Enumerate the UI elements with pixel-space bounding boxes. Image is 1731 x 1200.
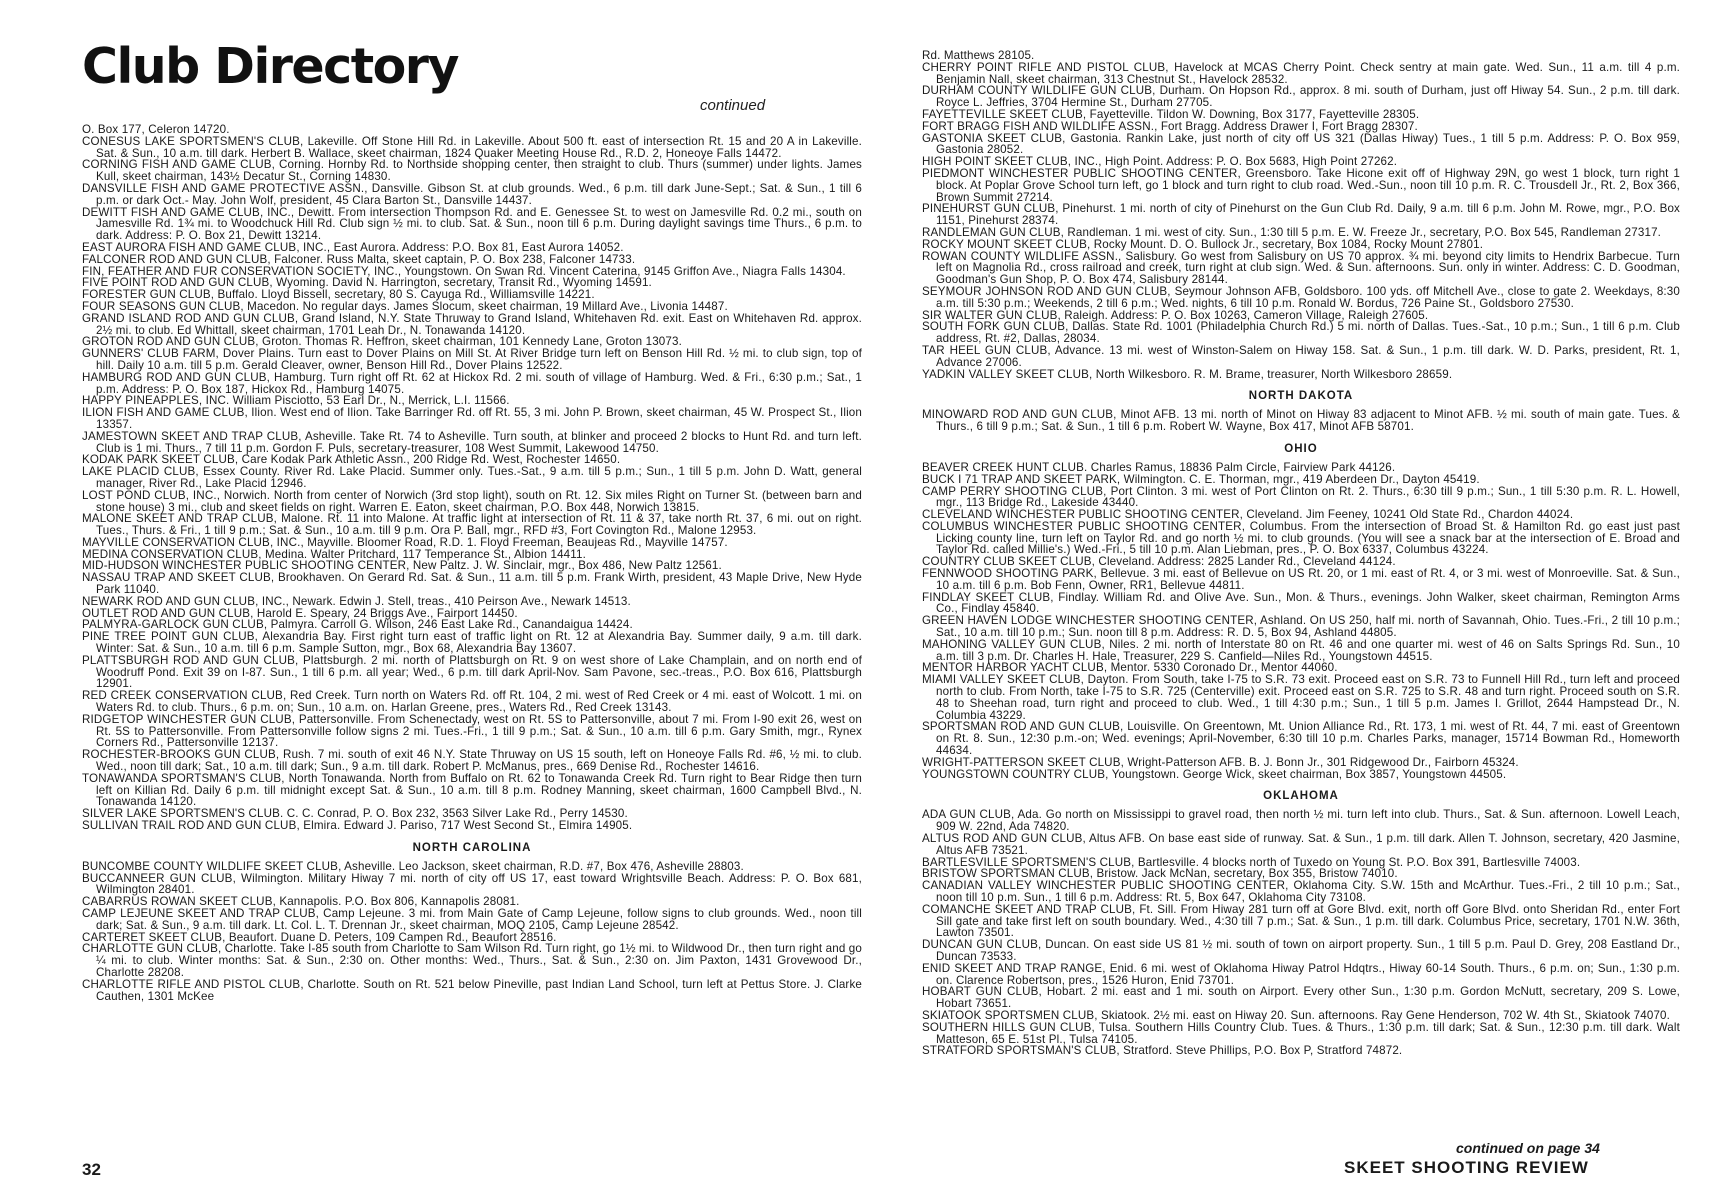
club-entry: TAR HEEL GUN CLUB, Advance. 13 mi. west of Winston-Salem on Hiway 158. Sat. & Sun., 1 p.m. till dark. W. D. Parks, president, Rt. 1, Advance 27006. [922, 343, 1680, 369]
club-entry: DUNCAN GUN CLUB, Duncan. On east side US 81 ½ mi. south of town on airport property. Sun., 1 till 5 p.m. Paul D. Grey, 208 Eastland Dr., Duncan 73533. [922, 938, 1680, 963]
club-entry: SIR WALTER GUN CLUB, Raleigh. Address: P. O. Box 10263, Cameron Village, Raleigh 27605. [922, 308, 1429, 322]
club-entry: EAST AURORA FISH AND GAME CLUB, INC., East Aurora. Address: P.O. Box 81, East Aurora 14052. [82, 240, 624, 254]
club-entry: BEAVER CREEK HUNT CLUB. Charles Ramus, 18836 Palm Circle, Fairview Park 44126. [922, 460, 1396, 474]
club-entry: GREEN HAVEN LODGE WINCHESTER SHOOTING CENTER, Ashland. On US 250, half mi. north of Savannah, Ohio. Tues.-Fri., 2 till 10 p.m.; Sat., 10 a.m. till 10 p.m.; Sun. noon till 8 p.m. Address: R. D. 5, Box 94, Ashland 44805. [922, 614, 1680, 640]
club-entry: SOUTH FORK GUN CLUB, Dallas. State Rd. 1001 (Philadelphia Church Rd.) 5 mi. north of Dallas. Tues.-Sat., 10 p.m.; Sun., 1 till 6 p.m. Club address, Rt. #2, Dallas, 28034. [922, 320, 1680, 346]
club-entry: FENNWOOD SHOOTING PARK, Bellevue. 3 mi. east of Bellevue on US Rt. 20, or 1 mi. east of Rt. 4, or 3 mi. west of Monroeville. Sat. & Sun., 10 a.m. till 6 p.m. Bob Fenn, Owner, RR1, Bellevue 44811. [922, 567, 1680, 592]
club-entry: NASSAU TRAP AND SKEET CLUB, Brookhaven. On Gerard Rd. Sat. & Sun., 11 a.m. till 5 p.m. Frank Wirth, president, 43 Maple Drive, New Hyde Park 11040. [82, 571, 862, 597]
club-entry: SULLIVAN TRAIL ROD AND GUN CLUB, Elmira. Edward J. Pariso, 717 West Second St., Elmira 14905. [82, 819, 633, 833]
club-entry: LAKE PLACID CLUB, Essex County. River Rd. Lake Placid. Summer only. Tues.-Sat., 9 a.m. till 5 p.m.; Sun., 1 till 5 p.m. John D. Watt, general manager, River Rd., Lake Placid 12946. [82, 465, 862, 490]
club-entry: CAMP LEJEUNE SKEET AND TRAP CLUB, Camp Lejeune. 3 mi. from Main Gate of Camp Lejeune, follow signs to club grounds. Wed., noon till dark; Sat. & Sun., 9 a.m. till dark. Lt. Col. L. T. Drennan Jr., skeet chairman, MOQ 2105, Camp Lejeune 28542. [82, 907, 862, 932]
page-number: 32 [82, 1160, 101, 1179]
club-entry: HOBART GUN CLUB, Hobart. 2 mi. east and 1 mi. south on Airport. Every other Sun., 1:30 p.m. Gordon McNutt, secretary, 209 S. Lowe, Hobart 73651. [922, 985, 1680, 1011]
club-entry: CHERRY POINT RIFLE AND PISTOL CLUB, Havelock at MCAS Cherry Point. Check sentry at main gate. Wed. Sun., 11 a.m. till 4 p.m. Benjamin Nall, skeet chairman, 313 Chestnut St., Havelock 28532. [922, 60, 1680, 86]
club-entry: SPORTSMAN ROD AND GUN CLUB, Louisville. On Greentown, Mt. Union Alliance Rd., Rt. 173, 1 mi. west of Rt. 44, 7 mi. east of Greentown on Rt. 8. Sun., 12:30 p.m.-on; Wed. evenings; April-November, 6:30 till 10 p.m. Charles Parks, manager, 15714 Bowman Rd., Homeworth 44634. [922, 720, 1680, 758]
club-entry: ROCHESTER-BROOKS GUN CLUB, Rush. 7 mi. south of exit 46 N.Y. State Thruway on US 15 south, left on Honeoye Falls Rd. #6, ½ mi. to club. Wed., noon till dark; Sat., 10 a.m. till dark; Sun., 9 a.m. till dark. Robert P. McManus, pres., 669 Denise Rd., Rochester 14616. [82, 748, 862, 774]
club-entry: YOUNGSTOWN COUNTRY CLUB, Youngstown. George Wick, skeet chairman, Box 3857, Youngstown 44505. [922, 767, 1507, 781]
club-entry: MEDINA CONSERVATION CLUB, Medina. Walter Pritchard, 117 Temperance St., Albion 14411. [82, 547, 586, 561]
club-entry: RED CREEK CONSERVATION CLUB, Red Creek. Turn north on Waters Rd. off Rt. 104, 2 mi. west of Red Creek or 4 mi. east of Wolcott. 1 mi. on Waters Rd. to club. Thurs., 6 p.m. on; Sun., 10 a.m. on. Harlan Greene, pres., Waters Rd., Red Creek 13143. [82, 689, 862, 715]
club-entry: SEYMOUR JOHNSON ROD AND GUN CLUB, Seymour Johnson AFB, Goldsboro. 100 yds. off Mitchell Ave., close to gate 2. Weekdays, 8:30 a.m. till 5:30 p.m.; Weekends, 2 till 6 p.m.; Wed. nights, 6 till 10 p.m. Ronald W. Bordus, 726 Paine St., Goldsboro 27530. [922, 284, 1680, 310]
club-entry: BUCCANNEER GUN CLUB, Wilmington. Military Hiway 7 mi. north of city off US 17, east toward Wrightsville Beach. Address: P. O. Box 681, Wilmington 28401. [82, 871, 862, 897]
club-entry: BRISTOW SPORTSMAN CLUB, Bristow. Jack McNan, secretary, Box 355, Bristow 74010. [922, 867, 1398, 881]
club-entry: CANADIAN VALLEY WINCHESTER PUBLIC SHOOTING CENTER, Oklahoma City. S.W. 15th and McArthur. Tues.-Fri., 2 till 10 p.m.; Sat., noon till 10 p.m. Sun., 1 till 6 p.m. Address: Rt. 5, Box 647, Oklahoma City 73108. [922, 879, 1680, 904]
club-entry: GASTONIA SKEET CLUB, Gastonia. Rankin Lake, just north of city off US 321 (Dallas Hiway) Tues., 1 till 5 p.m. Address: P. O. Box 959, Gastonia 28052. [922, 131, 1680, 157]
club-entry: HAPPY PINEAPPLES, INC. William Pisciotto, 53 Earl Dr., N., Merrick, L.I. 11566. [82, 394, 510, 408]
club-entry: RIDGETOP WINCHESTER GUN CLUB, Pattersonville. From Schenectady, west on Rt. 5S to Pattersonville, about 7 mi. From I-90 exit 26, west on Rt. 5S to Pattersonville. From Pattersonville follow signs 2 mi. Tues.-Fri., 1 till 9 p.m.; Sat. & Sun., 10 a.m. till 6 p.m. Gary Smith, mgr., Rynex Corners Rd., Pattersonville 12137. [82, 712, 862, 750]
club-entry: Rd. Matthews 28105. [922, 49, 1035, 62]
club-entry: FIN, FEATHER AND FUR CONSERVATION SOCIETY, INC., Youngstown. On Swan Rd. Vincent Caterina, 9145 Griffon Ave., Niagra Falls 14304. [82, 264, 846, 278]
club-entry: DANSVILLE FISH AND GAME PROTECTIVE ASSN., Dansville. Gibson St. at club grounds. Wed., 6 p.m. till dark June-Sept.; Sat. & Sun., 1 till 6 p.m. or dark Oct.- May. John Wolf, president, 45 Clara Barton St., Dansville 14437. [82, 181, 862, 207]
club-entry: FORESTER GUN CLUB, Buffalo. Lloyd Bissell, secretary, 80 S. Cayuga Rd., Williamsville 14221. [82, 288, 595, 302]
club-entry: PLATTSBURGH ROD AND GUN CLUB, Plattsburgh. 2 mi. north of Plattsburgh on Rt. 9 on west shore of Lake Champlain, and on north end of Woodruff Pond. Exit 39 on I-87. Sun., 1 till 6 p.m. all year; Wed., 6 p.m. till dark April-Nov. Sam Pavone, sec.-treas., P.O. Box 616, Plattsburgh 12901. [82, 653, 862, 691]
club-entry: MIAMI VALLEY SKEET CLUB, Dayton. From South, take I-75 to S.R. 73 exit. Proceed east on S.R. 73 to Funnell Hill Rd., turn left and proceed north to club. From North, take I-75 to S.R. 725 (Centerville) exit. Proceed east on S.R. 725 to S.R. 48 and turn right. Proceed south on S.R. 48 to Sheehan road, turn right and proceed to club. Wed., 1 till 4:30 p.m.; Sun., 1 till 5 p.m. James I. Grillot, 2644 Hampstead Dr., N. Columbia 43229. [922, 673, 1680, 722]
club-entry: COMANCHE SKEET AND TRAP CLUB, Ft. Sill. From Hiway 281 turn off at Gore Blvd. exit, north off Gore Blvd. onto Sheridan Rd., enter Fort Sill gate and take first left on south boundary. Wed., 4:30 till 7 p.m.; Sat. & Sun., 1 p.m. till dark. Columbus Price, secretary, 1701 N.W. 36th, Lawton 73501. [922, 902, 1680, 940]
page-title: Club Directory [82, 38, 458, 95]
club-entry: DEWITT FISH AND GAME CLUB, INC., Dewitt. From intersection Thompson Rd. and E. Genessee St. to west on Jamesville Rd. 0.2 mi., south on Jamesville Rd. 1¾ mi. to Woodchuck Hill Rd. Club sign ½ mi. to club. Sat. & Sun., noon till 6 p.m. During daylight savings time Thurs., 6 p.m. to dark. Address: P. O. Box 21, Dewitt 13214. [82, 205, 862, 243]
club-entry: FINDLAY SKEET CLUB, Findlay. William Rd. and Olive Ave. Sun., Mon. & Thurs., evenings. John Walker, skeet chairman, Remington Arms Co., Findlay 45840. [922, 590, 1680, 616]
club-entry: CHARLOTTE GUN CLUB, Charlotte. Take I-85 south from Charlotte to Sam Wilson Rd. Turn right, go 1½ mi. to Wildwood Dr., then turn right and go ¼ mi. to club. Winter months: Sat. & Sun., 2:30 on. Other months: Wed., Thurs., Sat. & Sun., 2:30 on. Jim Paxton, 1431 Grovewood Dr., Charlotte 28208. [82, 942, 862, 979]
club-entry: FALCONER ROD AND GUN CLUB, Falconer. Russ Malta, skeet captain, P. O. Box 238, Falconer 14733. [82, 252, 636, 266]
club-entry: CABARRUS ROWAN SKEET CLUB, Kannapolis. P.O. Box 806, Kannapolis 28081. [82, 895, 520, 909]
club-entry: COLUMBUS WINCHESTER PUBLIC SHOOTING CENTER, Columbus. From the intersection of Broad St. & Hamilton Rd. go east just past Licking county line, turn left on Taylor Rd. and go north ½ mi. to club grounds. (You will see a snack bar at the intersection of E. Broad and Taylor Rd. called Millie's.) Wed.-Fri., 5 till 10 p.m. Alan Liebman, pres., P. O. Box 6337, Columbus 43224. [922, 519, 1680, 557]
club-entry: BUCK I 71 TRAP AND SKEET PARK, Wilmington. C. E. Thorman, mgr., 419 Aberdeen Dr., Dayton 45419. [922, 472, 1480, 486]
club-entry: ALTUS ROD AND GUN CLUB, Altus AFB. On base east side of runway. Sat. & Sun., 1 p.m. till dark. Allen T. Johnson, secretary, 420 Jasmine, Altus AFB 73521. [922, 832, 1680, 857]
right-column [922, 50, 1680, 1057]
club-entry: GROTON ROD AND GUN CLUB, Groton. Thomas R. Heffron, skeet chairman, 101 Kennedy Lane, Groton 13073. [82, 335, 682, 349]
club-entry: GUNNERS' CLUB FARM, Dover Plains. Turn east to Dover Plains on Mill St. At River Bridge turn left on Benson Hill Rd. ½ mi. to club sign, top of hill. Daily 10 a.m. till 5 p.m. Gerald Cleaver, owner, Benson Hill Rd., Dover Plains 12522. [82, 347, 862, 372]
magazine-title: SKEET SHOOTING REVIEW [1344, 1158, 1589, 1177]
club-entry: HIGH POINT SKEET CLUB, INC., High Point. Address: P. O. Box 5683, High Point 27262. [922, 155, 1398, 169]
club-entry: CARTERET SKEET CLUB, Beaufort. Duane D. Peters, 109 Campen Rd., Beaufort 28516. [82, 930, 557, 944]
club-entry: OUTLET ROD AND GUN CLUB, Harold E. Speary, 24 Briggs Ave., Fairport 14450. [82, 606, 518, 620]
club-entry: MAYVILLE CONSERVATION CLUB, INC., Mayville. Bloomer Road, R.D. 1. Floyd Freeman, Beaujeas Rd., Mayville 14757. [82, 535, 728, 549]
club-entry: FOUR SEASONS GUN CLUB, Macedon. No regular days. James Slocum, skeet chairman, 19 Millard Ave., Livonia 14487. [82, 299, 728, 313]
left-column [82, 124, 862, 1002]
club-entry: SILVER LAKE SPORTSMEN'S CLUB. C. C. Conrad, P. O. Box 232, 3563 Silver Lake Rd., Perry 14530. [82, 807, 628, 821]
club-entry: ADA GUN CLUB, Ada. Go north on Mississippi to gravel road, then north ½ mi. turn left into club. Thurs., Sat. & Sun. afternoon. Lowell Leach, 909 W. 22nd, Ada 74820. [922, 808, 1680, 834]
club-entry: FIVE POINT ROD AND GUN CLUB, Wyoming. David N. Harrington, secretary, Transit Rd., Wyoming 14591. [82, 276, 652, 290]
club-entry: FORT BRAGG FISH AND WILDLIFE ASSN., Fort Bragg. Address Drawer I, Fort Bragg 28307. [922, 119, 1418, 133]
club-entry: PINE TREE POINT GUN CLUB, Alexandria Bay. First right turn east of traffic light on Rt. 12 at Alexandria Bay. Summer daily, 9 a.m. till dark. Winter: Sat. & Sun., 10 a.m. till 6 p.m. Sample Sutton, mgr., Box 68, Alexandria Bay 13607. [82, 630, 862, 656]
club-entry: ILION FISH AND GAME CLUB, Ilion. West end of Ilion. Take Barringer Rd. off Rt. 55, 3 mi. John P. Brown, skeet chairman, 45 W. Prospect St., Ilion 13357. [82, 406, 862, 431]
club-entry: PIEDMONT WINCHESTER PUBLIC SHOOTING CENTER, Greensboro. Take Hicone exit off of Highway 29N, go west 1 block, turn right 1 block. At Poplar Grove School turn left, go 1 block and turn right to club road. Wed.-Sun., noon till 10 p.m. R. C. Trousdell Jr., Rt. 2, Box 366, Brown Summit 27214. [922, 166, 1680, 204]
club-entry: TONAWANDA SPORTSMAN'S CLUB, North Tonawanda. North from Buffalo on Rt. 62 to Tonawanda Creek Rd. Turn right to Bear Ridge then turn left on Killian Rd. Daily 6 p.m. till midnight except Sat. & Sun., 10 a.m. till 8 p.m. Rodney Manning, skeet chairman, 1600 Campbell Blvd., N. Tonawanda 14120. [82, 771, 862, 809]
club-entry: MALONE SKEET AND TRAP CLUB, Malone. Rt. 11 into Malone. At traffic light at intersection of Rt. 11 & 37, take north Rt. 37, 6 mi. out on right. Tues., Thurs. & Fri., 1 till 9 p.m.; Sat. & Sun., 10 a.m. till 9 p.m. Ora P. Ball, mgr., RFD #3, Fort Covington Rd., Malone 12953. [82, 512, 862, 538]
continued-on-page-label: continued on page 34 [1456, 1140, 1600, 1156]
club-entry: COUNTRY CLUB SKEET CLUB, Cleveland. Address: 2825 Lander Rd., Cleveland 44124. [922, 555, 1396, 569]
state-heading: OHIO [1284, 442, 1318, 455]
continued-label: continued [700, 97, 766, 114]
club-entry: ROCKY MOUNT SKEET CLUB, Rocky Mount. D. O. Bullock Jr., secretary, Box 1084, Rocky Mount 27801. [922, 237, 1484, 251]
club-entry: YADKIN VALLEY SKEET CLUB, North Wilkesboro. R. M. Brame, treasurer, North Wilkesboro 28659. [922, 367, 1453, 381]
state-heading: NORTH DAKOTA [1248, 390, 1354, 403]
club-entry: STRATFORD SPORTSMAN'S CLUB, Stratford. Steve Phillips, P.O. Box P, Stratford 74872. [922, 1044, 1403, 1058]
club-entry: SKIATOOK SPORTSMEN CLUB, Skiatook. 2½ mi. east on Hiway 20. Sun. afternoons. Ray Gene Henderson, 702 W. 4th St., Skiatook 74070. [922, 1008, 1671, 1022]
club-entry: MID-HUDSON WINCHESTER PUBLIC SHOOTING CENTER, New Paltz. J. W. Sinclair, mgr., Box 486, New Paltz 12561. [82, 559, 722, 573]
club-entry: NEWARK ROD AND GUN CLUB, INC., Newark. Edwin J. Stell, treas., 410 Peirson Ave., Newark 14513. [82, 594, 631, 608]
state-heading: OKLAHOMA [1263, 790, 1339, 803]
club-entry: RANDLEMAN GUN CLUB, Randleman. 1 mi. west of city. Sun., 1:30 till 5 p.m. E. W. Freeze Jr., secretary, P.O. Box 545, Randleman 27317. [922, 225, 1662, 239]
club-entry: FAYETTEVILLE SKEET CLUB, Fayetteville. Tildon W. Downing, Box 3177, Fayetteville 28305. [922, 107, 1420, 121]
state-heading: NORTH CAROLINA [412, 841, 532, 854]
club-entry: CORNING FISH AND GAME CLUB, Corning. Hornby Rd. to Northside shopping center, then straight to club. Thurs (summer) under lights. James Kull, skeet chairman, 143½ Decatur St., Corning 14830. [82, 158, 862, 184]
club-entry: WRIGHT-PATTERSON SKEET CLUB, Wright-Patterson AFB. B. J. Bonn Jr., 301 Ridgewood Dr., Fairborn 45324. [922, 755, 1519, 769]
club-entry: ROWAN COUNTY WILDLIFE ASSN., Salisbury. Go west from Salisbury on US 70 approx. ¾ mi. beyond city limits to Hendrix Barbecue. Turn left on Magnolia Rd., cross railroad and creek, turn right at club sign. Wed. & Sun. afternoons. Sun. only in winter. Address: C. D. Goodman, Goodman's Gun Shop, P. O. Box 474, Salisbury 28144. [922, 249, 1680, 287]
club-entry: LOST POND CLUB, INC., Norwich. North from center of Norwich (3rd stop light), south on Rt. 12. Six miles Right on Turner St. (between barn and stone house) 3 mi., club and skeet fields on right. Warren E. Eaton, skeet chairman, P.O. Box 448, Norwich 13815. [82, 488, 862, 514]
club-entry: ENID SKEET AND TRAP RANGE, Enid. 6 mi. west of Oklahoma Hiway Patrol Hdqtrs., Hiway 60-14 South. Thurs., 6 p.m. on; Sun., 1:30 p.m. on. Clarence Robertson, pres., 1526 Huron, Enid 73701. [922, 961, 1680, 987]
club-entry: BUNCOMBE COUNTY WILDLIFE SKEET CLUB, Asheville. Leo Jackson, skeet chairman, R.D. #7, Box 476, Asheville 28803. [82, 859, 744, 873]
club-entry: DURHAM COUNTY WILDLIFE GUN CLUB, Durham. On Hopson Rd., approx. 8 mi. south of Durham, just off Hiway 54. Sun., 2 p.m. till dark. Royce L. Jeffries, 3704 Hermine St., Durham 27705. [922, 84, 1680, 110]
club-entry: SOUTHERN HILLS GUN CLUB, Tulsa. Southern Hills Country Club. Tues. & Thurs., 1:30 p.m. till dark; Sat. & Sun., 12:30 p.m. till dark. Walt Matteson, 65 E. 51st Pl., Tulsa 74105. [922, 1020, 1680, 1046]
club-entry: KODAK PARK SKEET CLUB, Care Kodak Park Athletic Assn., 200 Ridge Rd. West, Rochester 14650. [82, 453, 621, 467]
club-entry: BARTLESVILLE SPORTSMEN'S CLUB, Bartlesville. 4 blocks north of Tuxedo on Young St. P.O. Box 391, Bartlesville 74003. [922, 855, 1581, 869]
club-entry: MENTOR HARBOR YACHT CLUB, Mentor. 5330 Coronado Dr., Mentor 44060. [922, 661, 1338, 675]
club-entry: CHARLOTTE RIFLE AND PISTOL CLUB, Charlotte. South on Rt. 521 below Pineville, past Indian Land School, turn left at Pettus Store. J. Clarke Cauthen, 1301 McKee [82, 977, 862, 1003]
club-entry: O. Box 177, Celeron 14720. [82, 123, 230, 136]
club-entry: MAHONING VALLEY GUN CLUB, Niles. 2 mi. north of Interstate 80 on Rt. 46 and one quarter mi. west of 46 on Salts Springs Rd. Sun., 10 a.m. till 3 p.m. Dr. Charles H. Hale, Treasurer, 229 S. Canfield—Niles Rd., Youngstown 44515. [922, 637, 1680, 663]
club-entry: CONESUS LAKE SPORTSMEN'S CLUB, Lakeville. Off Stone Hill Rd. in Lakeville. About 500 ft. east of intersection Rt. 15 and 20 A in Lakeville. Sat. & Sun., 10 a.m. till dark. Herbert B. Wallace, skeet chairman, 1824 Quaker Meeting House Rd., R.D. 2, Honeoye Falls 14472. [82, 134, 862, 160]
club-entry: PINEHURST GUN CLUB, Pinehurst. 1 mi. north of city of Pinehurst on the Gun Club Rd. Daily, 9 a.m. till 6 p.m. John M. Rowe, mgr., P.O. Box 1151, Pinehurst 28374. [922, 202, 1680, 228]
club-entry: MINOWARD ROD AND GUN CLUB, Minot AFB. 13 mi. north of Minot on Hiway 83 adjacent to Minot AFB. ½ mi. south of main gate. Tues. & Thurs., 6 till 9 p.m.; Sat. & Sun., 1 till 6 p.m. Robert W. Wayne, Box 417, Minot AFB 58701. [922, 408, 1680, 434]
club-entry: CLEVELAND WINCHESTER PUBLIC SHOOTING CENTER, Cleveland. Jim Feeney, 10241 Old State Rd., Chardon 44024. [922, 508, 1574, 522]
club-entry: PALMYRA-GARLOCK GUN CLUB, Palmyra. Carroll G. Wilson, 246 East Lake Rd., Canandaigua 14424. [82, 618, 633, 632]
club-entry: CAMP PERRY SHOOTING CLUB, Port Clinton. 3 mi. west of Port Clinton on Rt. 2. Thurs., 6:30 till 9 p.m.; Sun., 1 till 5:30 p.m. R. L. Howell, mgr., 113 Bridge Rd., Lakeside 43440. [922, 484, 1680, 510]
club-entry: JAMESTOWN SKEET AND TRAP CLUB, Asheville. Take Rt. 74 to Asheville. Turn south, at blinker and proceed 2 blocks to Hunt Rd. and turn left. Club is 1 mi. Thurs., 7 till 11 p.m. Gordon F. Puls, secretary-treasurer, 108 West Summit, Lakewood 14750. [82, 429, 862, 455]
club-entry: GRAND ISLAND ROD AND GUN CLUB, Grand Island, N.Y. State Thruway to Grand Island, Whitehaven Rd. exit. East on Whitehaven Rd. approx. 2½ mi. to club. Ed Whittall, skeet chairman, 1701 Leah Dr., N. Tonawanda 14120. [82, 311, 862, 337]
club-entry: HAMBURG ROD AND GUN CLUB, Hamburg. Turn right off Rt. 62 at Hickox Rd. 2 mi. south of village of Hamburg. Wed. & Fri., 6:30 p.m.; Sat., 1 p.m. Address: P. O. Box 187, Hickox Rd., Hamburg 14075. [82, 370, 862, 396]
